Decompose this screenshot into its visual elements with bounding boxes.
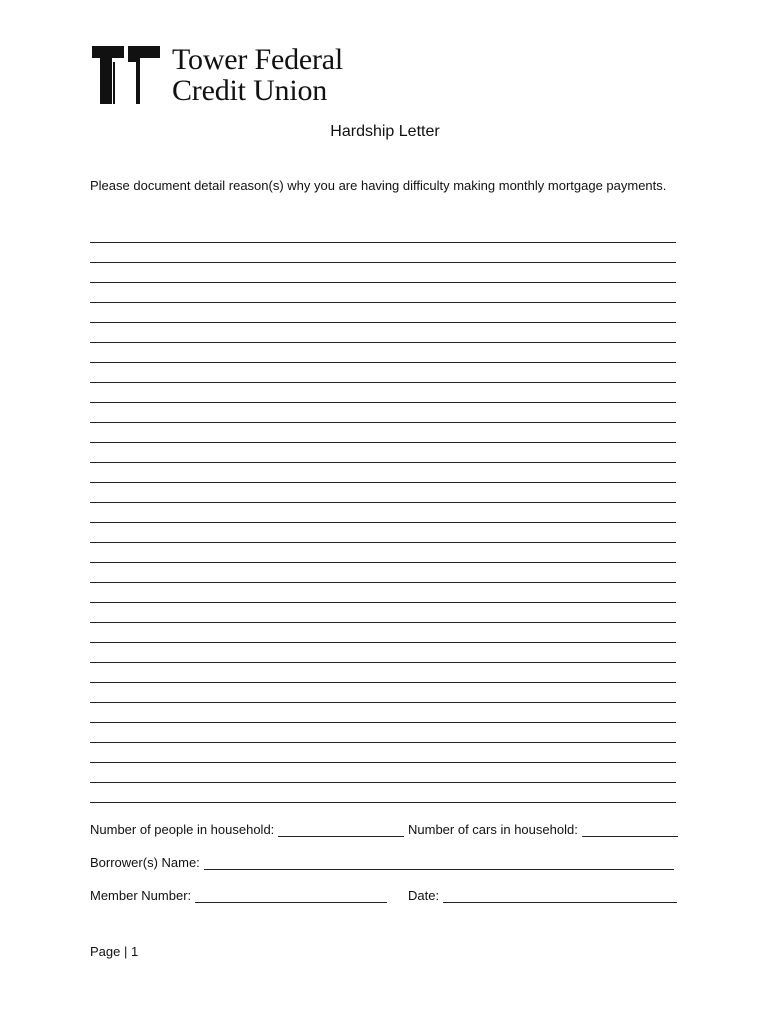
instructions-text: Please document detail reason(s) why you are having difficulty making monthly mortgage payments. bbox=[90, 178, 667, 193]
member-number-field[interactable] bbox=[90, 888, 387, 903]
writing-line[interactable] bbox=[90, 663, 676, 683]
writing-line[interactable] bbox=[90, 223, 676, 243]
date-blank[interactable] bbox=[443, 889, 677, 903]
writing-line[interactable] bbox=[90, 303, 676, 323]
cars-in-household-label: Number of cars in household: bbox=[408, 822, 578, 837]
writing-line[interactable] bbox=[90, 343, 676, 363]
page-number: Page | 1 bbox=[90, 944, 139, 959]
writing-line[interactable] bbox=[90, 243, 676, 263]
member-number-blank[interactable] bbox=[195, 889, 387, 903]
writing-line[interactable] bbox=[90, 703, 676, 723]
writing-line[interactable] bbox=[90, 463, 676, 483]
writing-line[interactable] bbox=[90, 523, 676, 543]
borrower-name-blank[interactable] bbox=[204, 856, 674, 870]
writing-line[interactable] bbox=[90, 363, 676, 383]
writing-line[interactable] bbox=[90, 423, 676, 443]
writing-line[interactable] bbox=[90, 263, 676, 283]
writing-line[interactable] bbox=[90, 723, 676, 743]
writing-line[interactable] bbox=[90, 283, 676, 303]
tower-fcu-logo bbox=[90, 44, 380, 108]
writing-line[interactable] bbox=[90, 783, 676, 803]
writing-line[interactable] bbox=[90, 683, 676, 703]
logo-wordmark bbox=[172, 44, 343, 106]
writing-line[interactable] bbox=[90, 443, 676, 463]
writing-line[interactable] bbox=[90, 323, 676, 343]
writing-line[interactable] bbox=[90, 623, 676, 643]
writing-line[interactable] bbox=[90, 403, 676, 423]
member-number-label: Member Number: bbox=[90, 888, 192, 903]
people-in-household-label: Number of people in household: bbox=[90, 822, 275, 837]
writing-line[interactable] bbox=[90, 743, 676, 763]
people-in-household-field[interactable] bbox=[90, 822, 404, 837]
date-field[interactable] bbox=[408, 888, 677, 903]
writing-line[interactable] bbox=[90, 383, 676, 403]
writing-line[interactable] bbox=[90, 503, 676, 523]
writing-line[interactable] bbox=[90, 563, 676, 583]
hardship-explanation-lines[interactable] bbox=[90, 223, 676, 803]
document-title: Hardship Letter bbox=[330, 123, 440, 140]
people-in-household-blank[interactable] bbox=[278, 823, 404, 837]
borrower-name-label: Borrower(s) Name: bbox=[90, 855, 200, 870]
brand-line-1: Tower Federal bbox=[172, 43, 344, 76]
borrower-name-field[interactable] bbox=[90, 855, 674, 870]
writing-line[interactable] bbox=[90, 763, 676, 783]
writing-line[interactable] bbox=[90, 483, 676, 503]
brand-line-2: Credit Union bbox=[172, 74, 328, 107]
writing-line[interactable] bbox=[90, 643, 676, 663]
cars-in-household-field[interactable] bbox=[408, 822, 678, 837]
writing-line[interactable] bbox=[90, 583, 676, 603]
date-label: Date: bbox=[408, 888, 440, 903]
writing-line[interactable] bbox=[90, 603, 676, 623]
cars-in-household-blank[interactable] bbox=[582, 823, 678, 837]
writing-line[interactable] bbox=[90, 543, 676, 563]
tower-logo-icon bbox=[90, 44, 162, 106]
